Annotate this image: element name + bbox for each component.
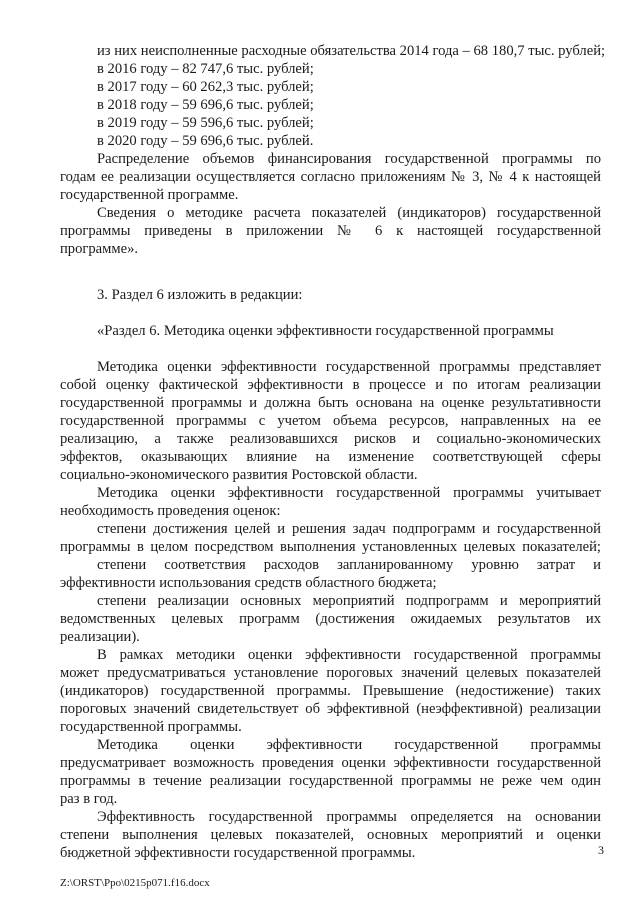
text-line: степени достижения целей и решения задач подпрограмм и государственной [97,521,601,537]
text-line: предусматривает возможность проведения оценки эффективности государственной [60,755,601,771]
text-line: из них неисполненные расходные обязательства 2014 года – 68 180,7 тыс. рублей; [97,43,606,59]
text-line: может предусматриваться установление пороговых значений целевых показателей [60,665,601,681]
text-line: (индикаторов) государственной программы. Превышение (недостижение) таких [60,683,601,699]
text-line: Сведения о методике расчета показателей (индикаторов) государственной [97,205,601,221]
text-line: пороговых значений свидетельствует об эффективной (неэффективной) реализации [60,701,601,717]
text-line: эффектов, оказывающих влияние на изменение соответствующей сферы [60,449,601,465]
text-line: степени соответствия расходов запланированному уровню затрат и [97,557,601,573]
text-line: реализации). [60,629,140,645]
text-line: Методика оценки эффективности государственной программы представляет [97,359,601,375]
text-line: собой оценку фактической эффективности в процессе и по итогам реализации [60,377,601,393]
section-heading: «Раздел 6. Методика оценки эффективности государственной программы [97,323,554,339]
text-line: необходимость проведения оценок: [60,503,281,519]
text-line: Методика оценки эффективности государственной программы учитывает [97,485,601,501]
text-line: программы в течение реализации государственной программы не реже чем один [60,773,601,789]
text-line: годам ее реализации осуществляется согласно приложениям № 3, № 4 к настоящей [60,169,601,185]
text-line: В рамках методики оценки эффективности государственной программы [97,647,601,663]
text-line: Распределение объемов финансирования государственной программы по [97,151,601,167]
text-line: в 2020 году – 59 696,6 тыс. рублей. [97,133,314,149]
text-line: государственной программе. [60,187,239,203]
text-line: степени реализации основных мероприятий подпрограмм и мероприятий [97,593,601,609]
text-line: Эффективность государственной программы определяется на основании [97,809,601,825]
text-line: в 2016 году – 82 747,6 тыс. рублей; [97,61,314,77]
text-line: степени выполнения целевых показателей, основных мероприятий и оценки [60,827,601,843]
text-line: в 2018 году – 59 696,6 тыс. рублей; [97,97,314,113]
text-line: эффективности использования средств областного бюджета; [60,575,437,591]
text-line: программы в целом посредством выполнения установленных целевых показателей; [60,539,601,555]
text-line: государственной программы. [60,719,242,735]
text-line: государственной программы с учетом объема ресурсов, направленных на ее [60,413,601,429]
footer-file-path: Z:\ORST\Ppo\0215p071.f16.docx [60,877,210,889]
text-line: программы приведены в приложении № 6 к настоящей государственной [60,223,601,239]
text-line: программе». [60,241,139,257]
text-line: социально-экономического развития Ростовской области. [60,467,418,483]
text-line: государственной программы и должна быть основана на оценке результативности [60,395,601,411]
section-instruction: 3. Раздел 6 изложить в редакции: [97,287,303,303]
text-line: раз в год. [60,791,118,807]
text-line: Методика оценки эффективности государственной программы [97,737,601,753]
text-line: в 2017 году – 60 262,3 тыс. рублей; [97,79,314,95]
page-number: 3 [598,843,604,857]
text-line: бюджетной эффективности государственной программы. [60,845,416,861]
text-line: ведомственных целевых программ (достижения ожидаемых результатов их [60,611,601,627]
text-line: в 2019 году – 59 596,6 тыс. рублей; [97,115,314,131]
text-line: реализацию, а также реализовавшихся рисков и социально-экономических [60,431,601,447]
